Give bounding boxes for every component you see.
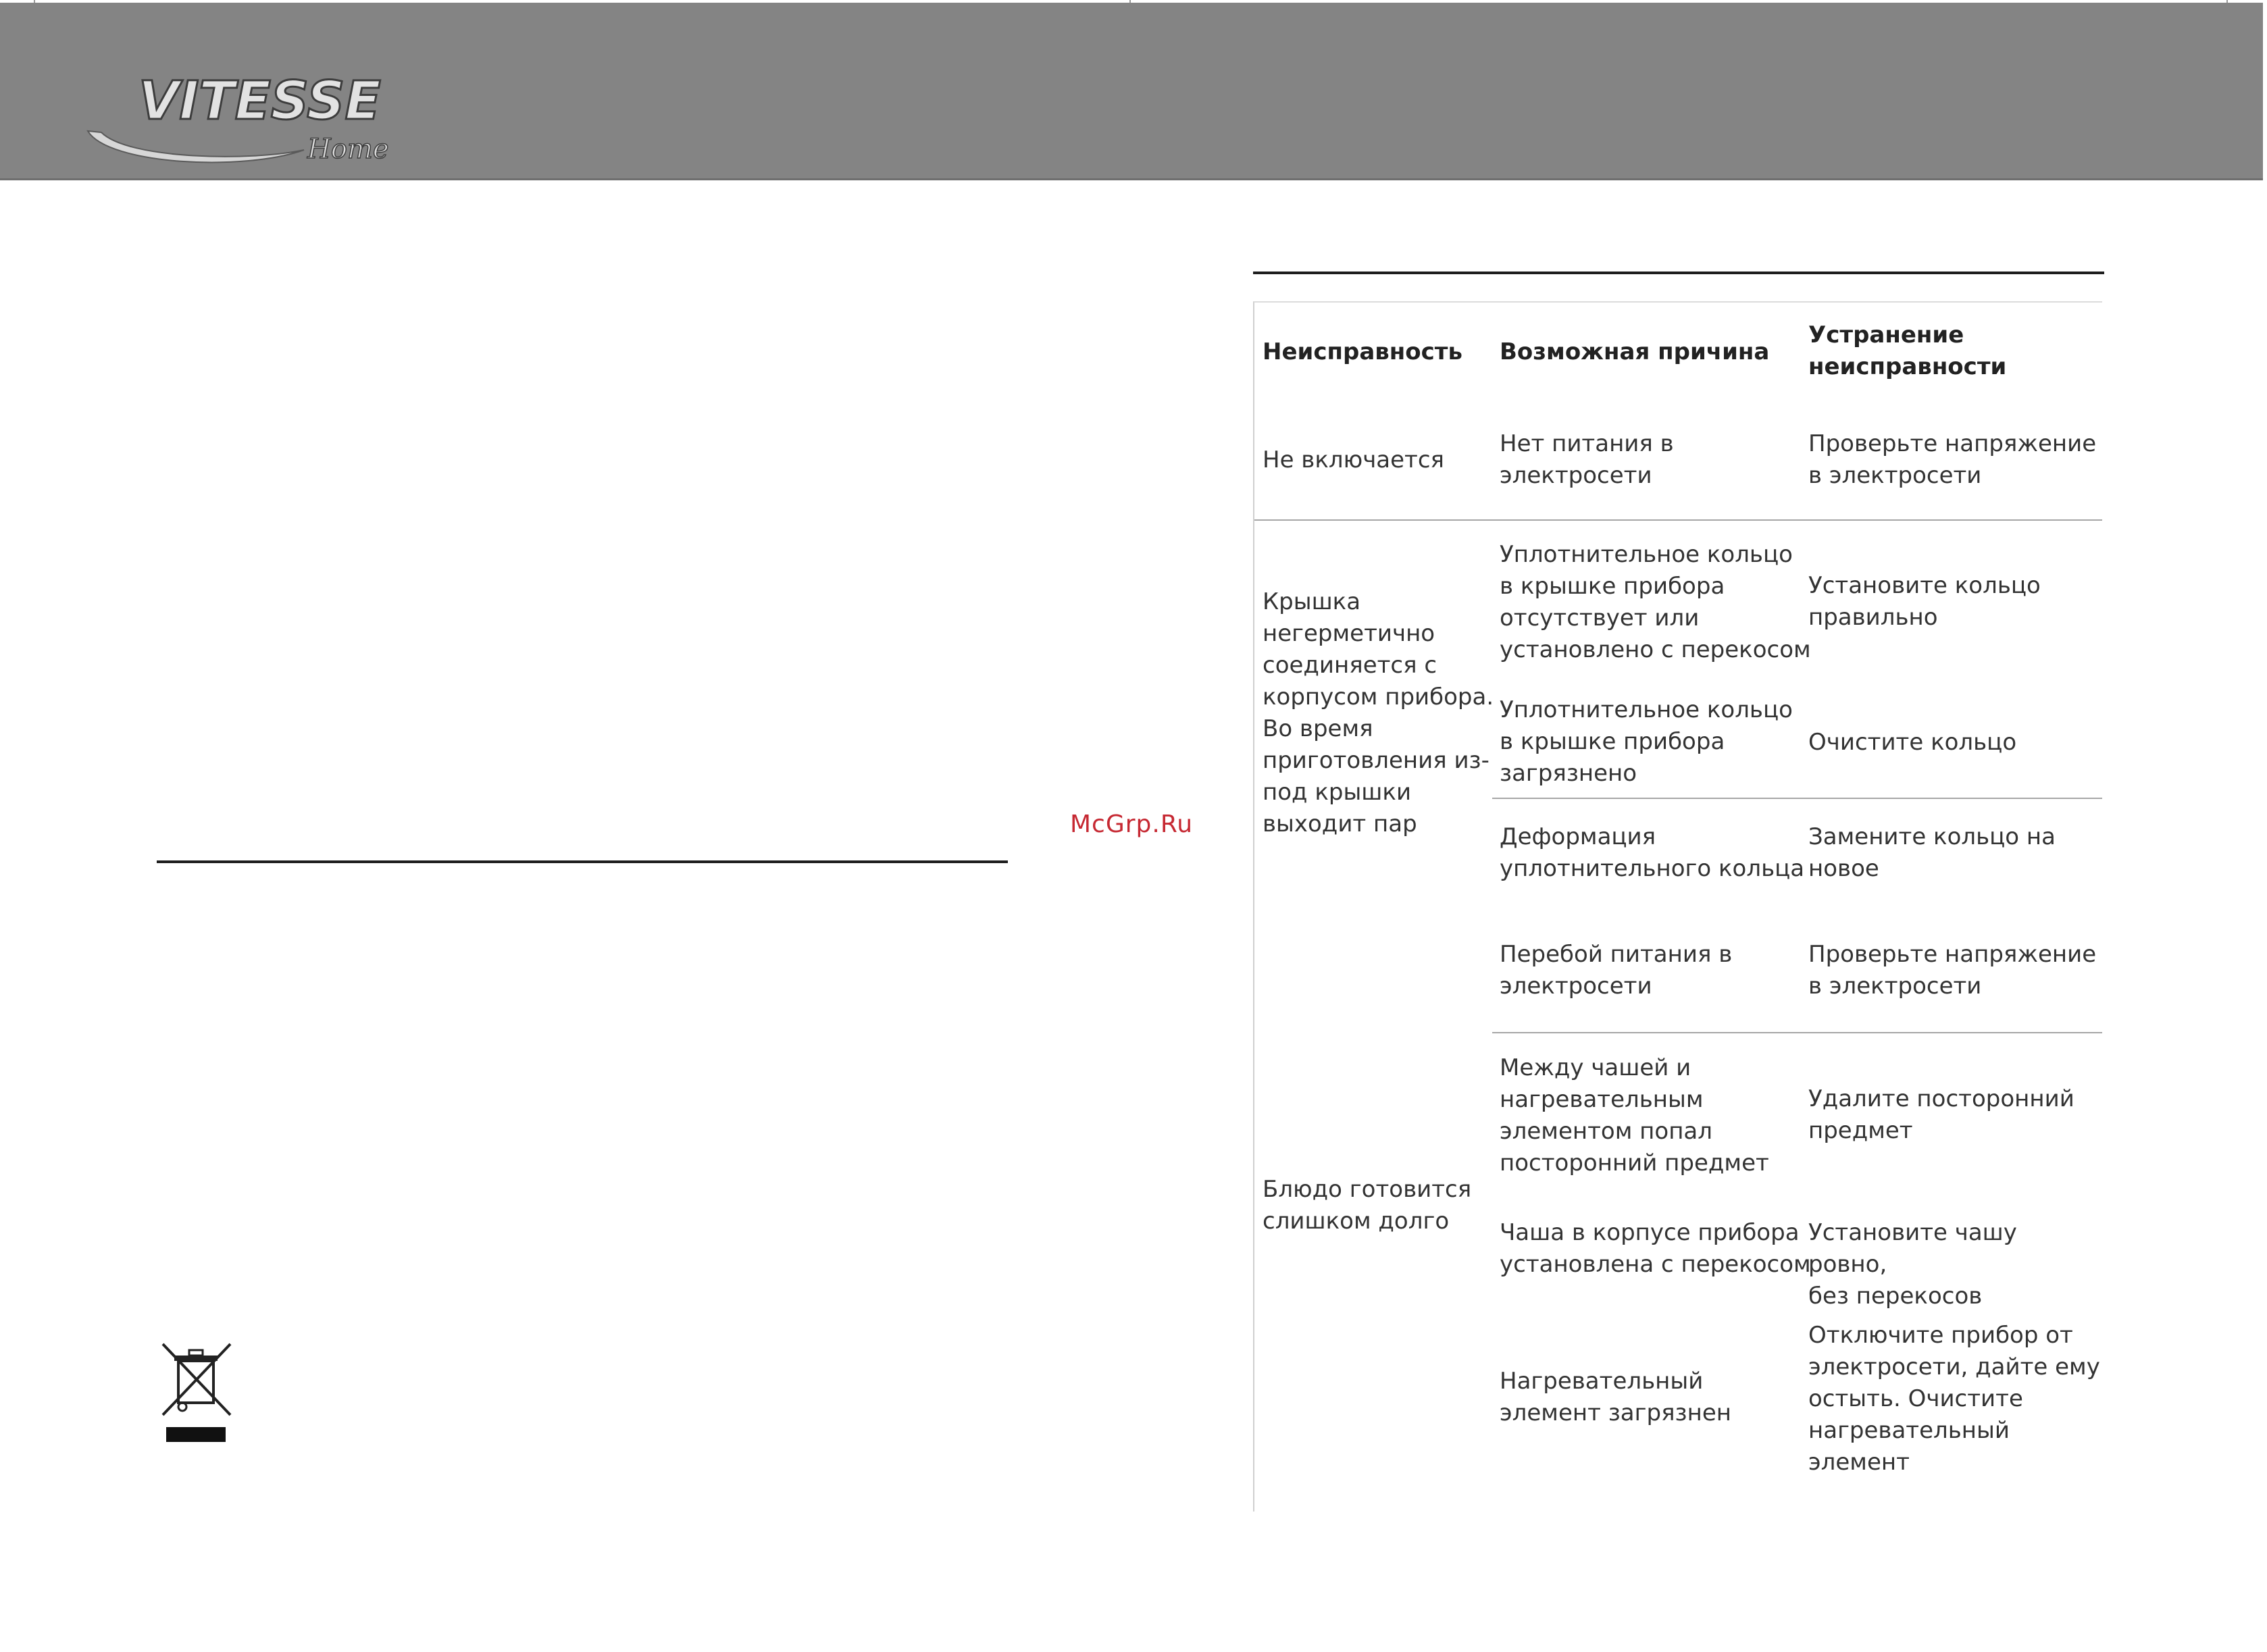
left-section-rule xyxy=(157,860,1008,863)
remedy-cell: Проверьте напряжение в электросети xyxy=(1808,941,2097,1000)
header-remedy: Устранение неисправности xyxy=(1808,321,2007,380)
cause-cell: Уплотнительное кольцо в крышке прибора отсутствует или установлено с перекосом xyxy=(1500,541,1811,663)
right-section-rule xyxy=(1253,272,2104,274)
remedy-cell: Установите кольцо правильно xyxy=(1808,572,2041,631)
crossed-out-wheelie-bin-icon xyxy=(159,1341,234,1445)
fault-cell: Крышка негерметично соединяется с корпусом прибора. Во время приготовления из- под крышки выходит пар xyxy=(1263,588,1494,837)
cause-cell: Чаша в корпусе прибора установлена с перекосом xyxy=(1500,1219,1811,1278)
cause-cell: Нагревательный элемент загрязнен xyxy=(1500,1368,1731,1426)
remedy-cell: Удалите посторонний предмет xyxy=(1808,1085,2074,1144)
header-band xyxy=(0,3,2263,180)
vitesse-home-logo xyxy=(81,70,412,172)
brand-sub-text: Home xyxy=(307,134,389,165)
remedy-cell: Установите чашу ровно, без перекосов xyxy=(1808,1219,2017,1310)
header-cause: Возможная причина xyxy=(1500,338,1770,365)
row-divider xyxy=(1492,1032,2102,1033)
fault-cell: Блюдо готовится слишком долго xyxy=(1263,1176,1472,1235)
remedy-cell: Отключите прибор от электросети, дайте ему остыть. Очистите нагревательный элемент xyxy=(1808,1322,2100,1476)
troubleshooting-table xyxy=(1253,301,2102,1512)
brand-text: VITESSE xyxy=(138,71,381,132)
remedy-cell: Очистите кольцо xyxy=(1808,729,2017,756)
cause-cell: Уплотнительное кольцо в крышке прибора загрязнено xyxy=(1500,696,1793,787)
cause-cell: Нет питания в электросети xyxy=(1500,430,1674,489)
fault-cell: Не включается xyxy=(1263,446,1445,473)
cause-cell: Между чашей и нагревательным элементом попал посторонний предмет xyxy=(1500,1054,1769,1177)
remedy-cell: Проверьте напряжение в электросети xyxy=(1808,430,2097,489)
cause-cell: Деформация уплотнительного кольца xyxy=(1500,823,1805,882)
watermark: McGrp.Ru xyxy=(1070,810,1194,838)
cause-cell: Перебой питания в электросети xyxy=(1500,941,1733,1000)
header-fault: Неисправность xyxy=(1263,338,1462,365)
remedy-cell: Замените кольцо на новое xyxy=(1808,823,2056,882)
row-divider xyxy=(1254,519,2102,521)
row-divider xyxy=(1492,798,2102,799)
